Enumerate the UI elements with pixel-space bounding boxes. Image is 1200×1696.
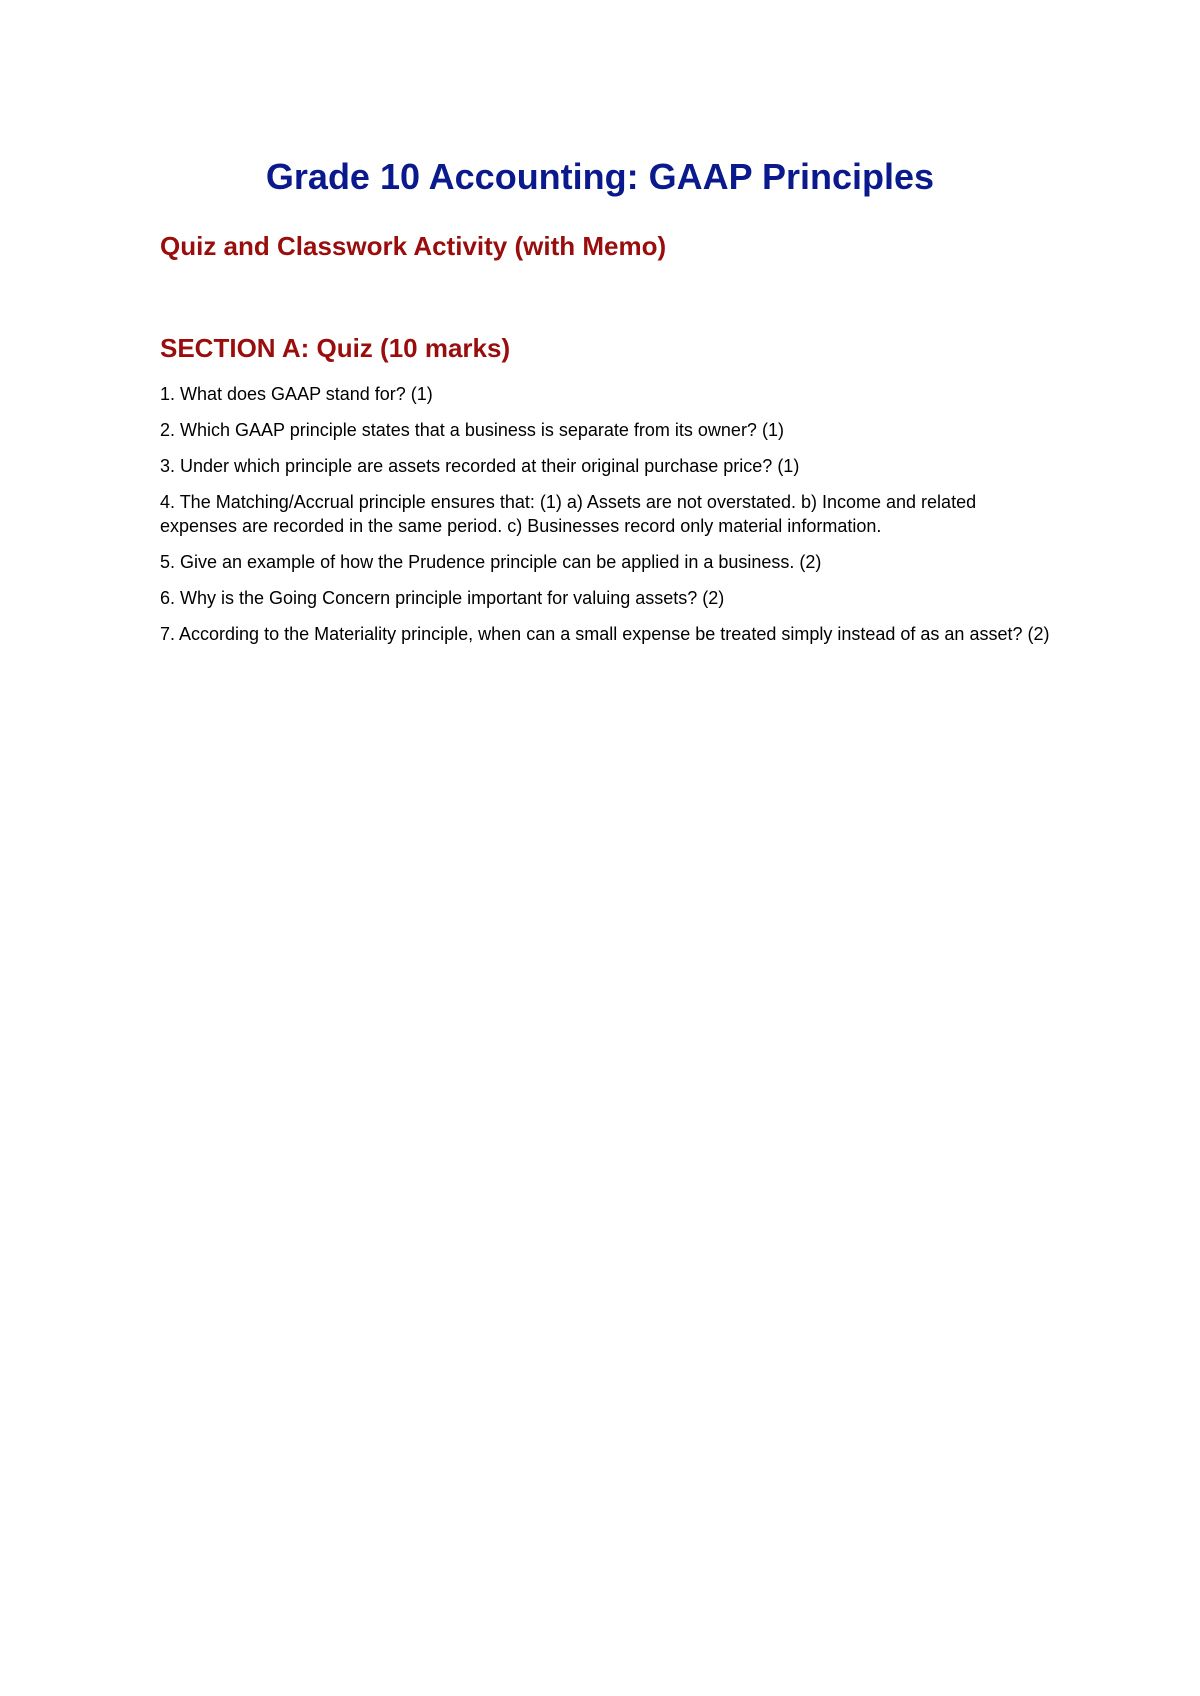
question-4: 4. The Matching/Accrual principle ensures that: (1) a) Assets are not overstated. b) Income and related expenses are recorded in the same period. c) Businesses record only material information.	[160, 492, 977, 536]
question-2: 2. Which GAAP principle states that a business is separate from its owner? (1)	[160, 420, 784, 440]
question-6: 6. Why is the Going Concern principle important for valuing assets? (2)	[160, 588, 725, 608]
question-list	[160, 382, 1050, 658]
page-subtitle: Quiz and Classwork Activity (with Memo)	[160, 231, 667, 261]
section-a-heading: SECTION A: Quiz (10 marks)	[160, 333, 511, 363]
question-7: 7. According to the Materiality principle, when can a small expense be treated simply instead of as an asset? (2)	[160, 624, 1050, 644]
question-1: 1. What does GAAP stand for? (1)	[160, 384, 433, 404]
question-3: 3. Under which principle are assets recorded at their original purchase price? (1)	[160, 456, 800, 476]
page-title: Grade 10 Accounting: GAAP Principles	[265, 156, 935, 197]
question-5: 5. Give an example of how the Prudence principle can be applied in a business. (2)	[160, 552, 822, 572]
